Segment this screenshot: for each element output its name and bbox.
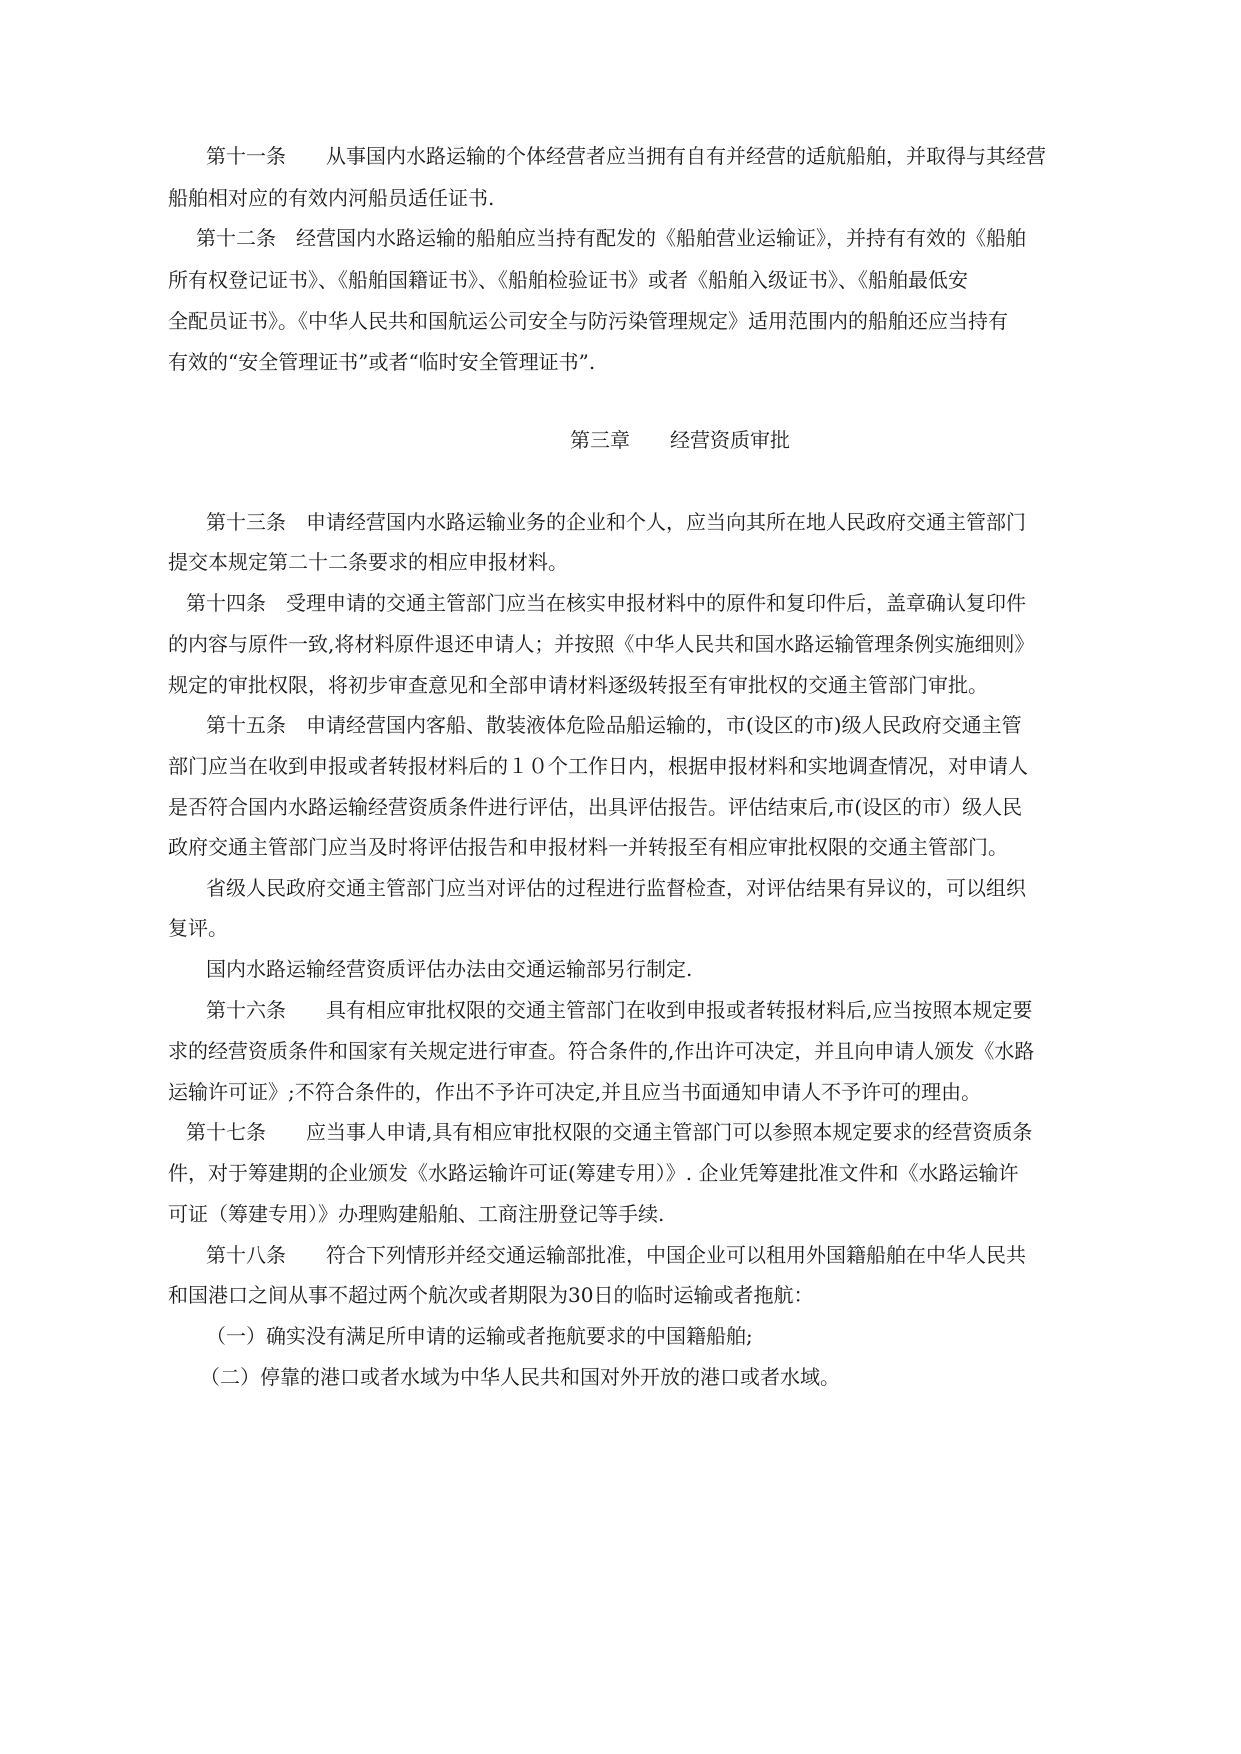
article-15-line-7: 国内水路运输经营资质评估办法由交通运输部另行制定. xyxy=(206,957,693,981)
article-13-line-2: 提交本规定第二十二条要求的相应申报材料。 xyxy=(168,550,568,574)
article-15-line-1: 第十五条 申请经营国内客船、散装液体危险品船运输的，市(设区的市)级人民政府交通主管 xyxy=(206,713,1022,737)
article-16-line-3: 运输许可证》;不符合条件的，作出不予许可决定,并且应当书面通知申请人不予许可的理由。 xyxy=(168,1080,982,1104)
article-18-item-2: （二）停靠的港口或者水域为中华人民共和国对外开放的港口或者水域。 xyxy=(200,1365,840,1389)
article-15-line-6: 复评。 xyxy=(168,916,228,940)
article-17-line-2: 件，对于筹建期的企业颁发《水路运输许可证(筹建专用）》. 企业凭筹建批准文件和《水路运输许 xyxy=(168,1161,1019,1185)
article-12-line-3: 全配员证书》。《中华人民共和国航运公司安全与防污染管理规定》适用范围内的船舶还应当持有 xyxy=(168,309,1008,333)
article-13-line-1: 第十三条 申请经营国内水路运输业务的企业和个人，应当向其所在地人民政府交通主管部门 xyxy=(206,510,1026,534)
article-17-line-1: 第十七条 应当事人申请,具有相应审批权限的交通主管部门可以参照本规定要求的经营资质条 xyxy=(186,1120,1033,1144)
article-17-line-3: 可证（筹建专用）》办理购建船舶、工商注册登记等手续. xyxy=(168,1202,665,1226)
article-15-line-2: 部门应当在收到申报或者转报材料后的１０个工作日内，根据申报材料和实地调查情况，对申请人 xyxy=(168,754,1028,778)
article-12-line-1: 第十二条 经营国内水路运输的船舶应当持有配发的《船舶营业运输证》，并持有有效的《船舶 xyxy=(196,226,1026,250)
article-12-line-2: 所有权登记证书》、《船舶国籍证书》、《船舶检验证书》或者《船舶入级证书》、《船舶最低安 xyxy=(168,268,968,292)
chapter-3-title: 第三章 经营资质审批 xyxy=(570,428,790,452)
article-16-line-2: 求的经营资质条件和国家有关规定进行审查。符合条件的,作出许可决定，并且向申请人颁发《水路 xyxy=(168,1039,1035,1063)
article-15-line-4: 政府交通主管部门应当及时将评估报告和申报材料一并转报至有相应审批权限的交通主管部门。 xyxy=(168,835,1008,859)
article-11-line-2: 船舶相对应的有效内河船员适任证书. xyxy=(168,186,495,210)
article-14-line-1: 第十四条 受理申请的交通主管部门应当在核实申报材料中的原件和复印件后，盖章确认复印件 xyxy=(186,591,1026,615)
article-18-item-1: （一）确实没有满足所申请的运输或者拖航要求的中国籍船舶; xyxy=(206,1324,753,1348)
article-12-line-4: 有效的“安全管理证书”或者“临时安全管理证书”. xyxy=(168,350,596,374)
article-14-line-3: 规定的审批权限，将初步审查意见和全部申请材料逐级转报至有审批权的交通主管部门审批。 xyxy=(168,673,988,697)
article-11-line-1: 第十一条 从事国内水路运输的个体经营者应当拥有自有并经营的适航船舶，并取得与其经营 xyxy=(206,144,1046,168)
article-14-line-2: 的内容与原件一致,将材料原件退还申请人；并按照《中华人民共和国水路运输管理条例实施细则》 xyxy=(168,632,1035,656)
article-15-line-3: 是否符合国内水路运输经营资质条件进行评估，出具评估报告。评估结束后,市(设区的市）级人民 xyxy=(168,795,1023,819)
article-16-line-1: 第十六条 具有相应审批权限的交通主管部门在收到申报或者转报材料后,应当按照本规定要 xyxy=(206,998,1033,1022)
article-18-line-1: 第十八条 符合下列情形并经交通运输部批准，中国企业可以租用外国籍船舶在中华人民共 xyxy=(206,1243,1026,1267)
article-15-line-5: 省级人民政府交通主管部门应当对评估的过程进行监督检查，对评估结果有异议的，可以组织 xyxy=(206,876,1026,900)
article-18-line-2: 和国港口之间从事不超过两个航次或者期限为30日的临时运输或者拖航： xyxy=(168,1283,814,1307)
